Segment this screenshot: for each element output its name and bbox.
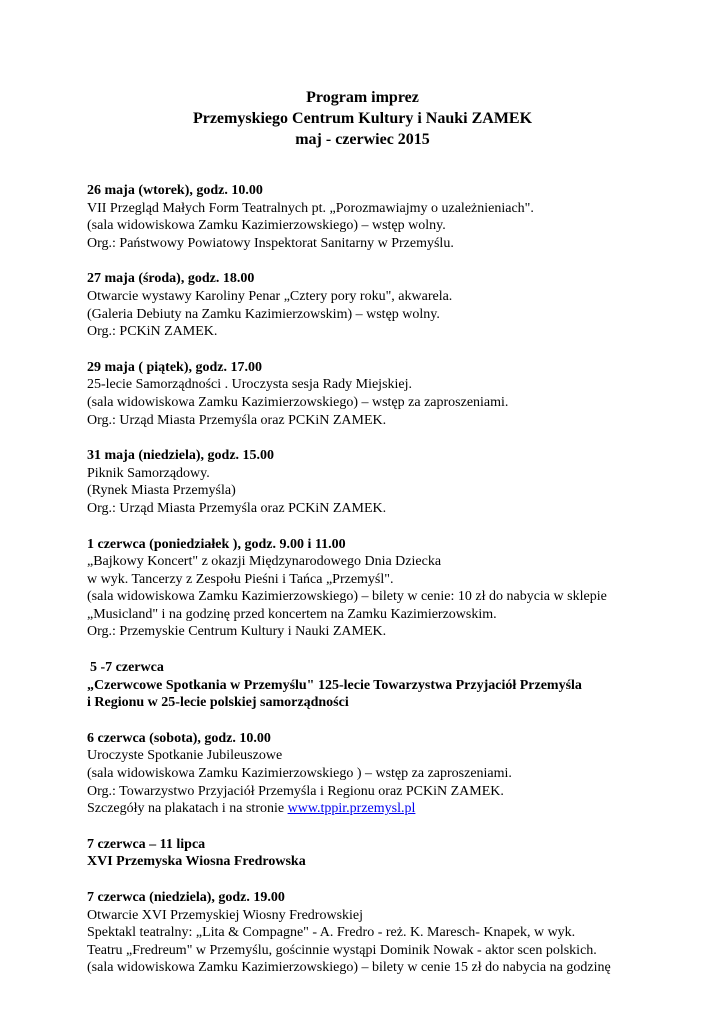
event-item [87,270,687,340]
event-line: w wyk. Tancerzy z Zespołu Pieśni i Tańca „Przemyśl". [87,571,394,587]
event-line: 25-lecie Samorządności . Uroczysta sesja Rady Miejskiej. [87,377,413,393]
event-line: (sala widowiskowa Zamku Kazimierzowskiego) – bilety w cenie 15 zł do nabycia na godzinę [87,960,611,976]
event-item [87,730,687,818]
event-line: (sala widowiskowa Zamku Kazimierzowskiego) – bilety w cenie: 10 zł do nabycia w sklepie [87,589,607,605]
title-line-2: Przemyskiego Centrum Kultury i Nauki ZAMEK [192,110,533,127]
event-item [87,889,687,977]
event-line: Teatru „Fredreum" w Przemyślu, gościnnie wystąpi Dominik Nowak - aktor scen polskich. [87,942,597,958]
event-item [87,447,687,517]
event-line: Piknik Samorządowy. [87,465,210,481]
event-line: Org.: Urząd Miasta Przemyśla oraz PCKiN ZAMEK. [87,412,387,428]
event-line: Org.: Towarzystwo Przyjaciół Przemyśla i Regionu oraz PCKiN ZAMEK. [87,783,504,799]
event-heading: 6 czerwca (sobota), godz. 10.00 [87,730,271,746]
document-title [0,87,725,150]
event-details-line [87,800,687,818]
details-text: Szczegóły na plakatach i na stronie [87,801,288,817]
event-line: „Bajkowy Koncert" z okazji Międzynarodowego Dnia Dziecka [87,554,442,570]
event-item [87,836,687,871]
event-line: (sala widowiskowa Zamku Kazimierzowskiego) – wstęp za zaproszeniami. [87,394,509,410]
event-line: Org.: Urząd Miasta Przemyśla oraz PCKiN ZAMEK. [87,500,387,516]
event-line: Org.: Przemyskie Centrum Kultury i Nauki ZAMEK. [87,624,387,640]
event-item [87,182,687,252]
event-heading: 26 maja (wtorek), godz. 10.00 [87,183,263,198]
event-line: Otwarcie XVI Przemyskiej Wiosny Fredrowskiej [87,907,364,923]
title-line-3: maj - czerwiec 2015 [295,131,430,148]
event-heading: 31 maja (niedziela), godz. 15.00 [87,448,275,464]
event-heading-line: i Regionu w 25-lecie polskiej samorządności [87,695,349,711]
event-heading: 5 -7 czerwca [90,660,164,676]
event-heading: 7 czerwca (niedziela), godz. 19.00 [87,890,285,905]
event-heading-line: XVI Przemyska Wiosna Fredrowska [87,854,306,870]
title-line-1: Program imprez [306,89,419,106]
event-line: Spektakl teatralny: „Lita & Compagne" - A. Fredro - reż. K. Maresch- Knapek, w wyk. [87,925,576,941]
event-line: Uroczyste Spotkanie Jubileuszowe [87,748,283,764]
event-heading-line: „Czerwcowe Spotkania w Przemyślu" 125-lecie Towarzystwa Przyjaciół Przemyśla [87,677,582,693]
event-heading: 1 czerwca (poniedziałek ), godz. 9.00 i 11.00 [87,536,346,552]
event-heading: 27 maja (środa), godz. 18.00 [87,271,255,287]
event-heading: 29 maja ( piątek), godz. 17.00 [87,359,262,375]
event-list [87,182,687,995]
event-line: Otwarcie wystawy Karoliny Penar „Cztery pory roku", akwarela. [87,288,453,304]
event-line: (Galeria Debiuty na Zamku Kazimierzowskim) – wstęp wolny. [87,306,440,322]
event-line: (sala widowiskowa Zamku Kazimierzowskiego) – wstęp wolny. [87,218,446,234]
website-link[interactable]: www.tppir.przemysl.pl [287,801,416,817]
event-line: „Musicland" i na godzinę przed koncertem na Zamku Kazimierzowskim. [87,606,497,622]
event-line: Org.: Państwowy Powiatowy Inspektorat Sanitarny w Przemyślu. [87,235,454,251]
event-line: (Rynek Miasta Przemyśla) [87,483,236,499]
event-line: (sala widowiskowa Zamku Kazimierzowskiego ) – wstęp za zaproszeniami. [87,766,512,782]
event-heading: 7 czerwca – 11 lipca [87,836,206,852]
event-item [87,359,687,429]
event-line: Org.: PCKiN ZAMEK. [87,324,218,340]
event-line: VII Przegląd Małych Form Teatralnych pt. „Porozmawiajmy o uzależnieniach". [87,200,534,216]
event-item [87,659,687,712]
event-item [87,536,687,642]
